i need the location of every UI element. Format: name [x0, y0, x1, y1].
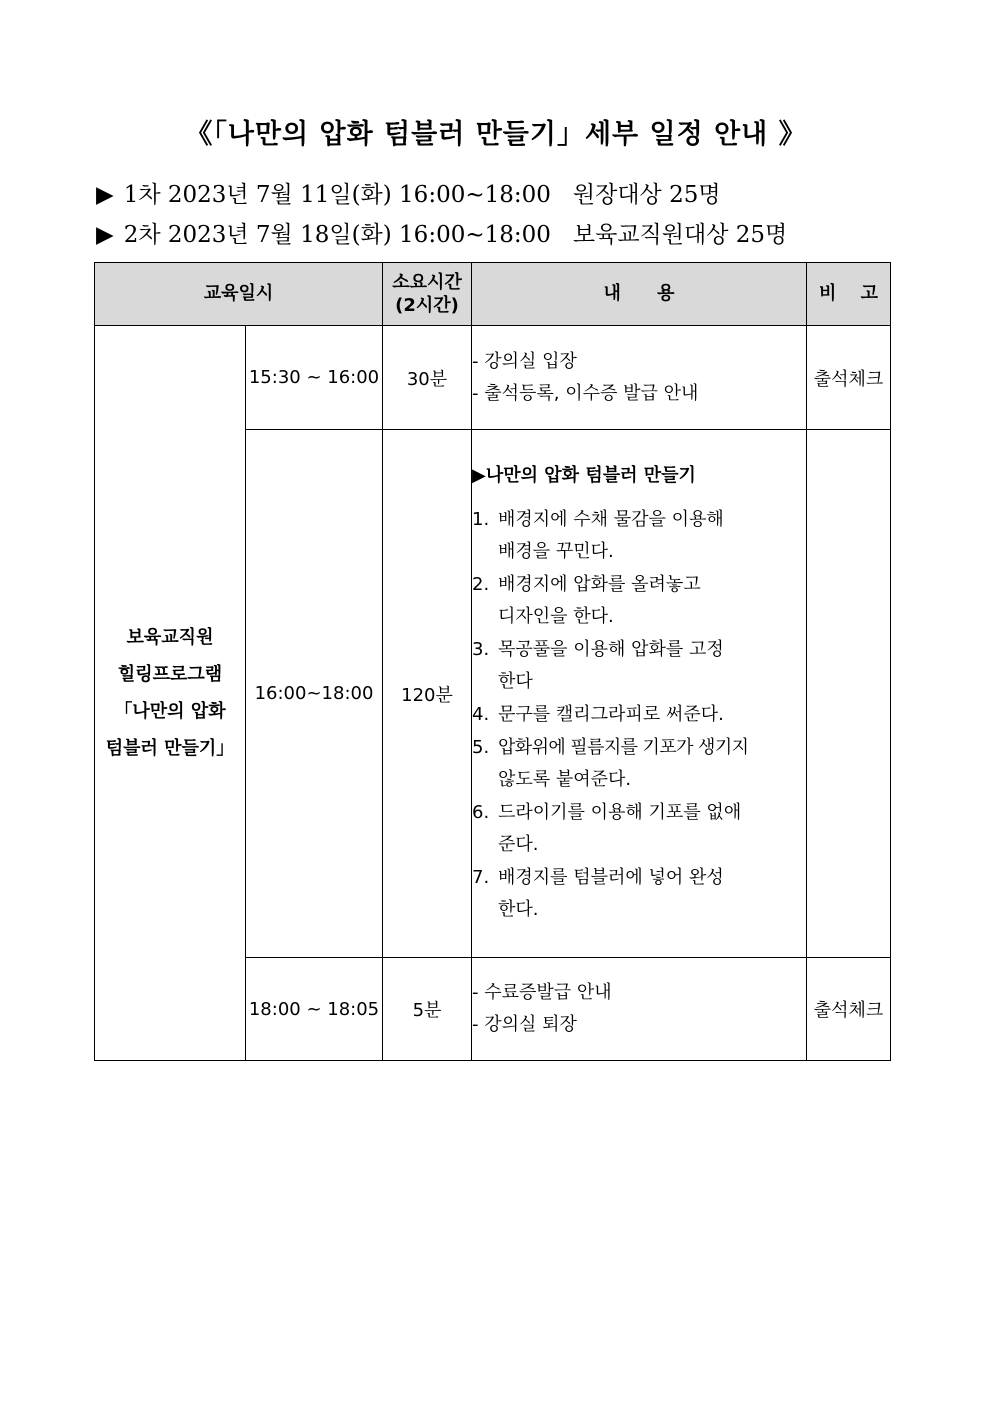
step-text: 배경지에 수채 물감을 이용해 [498, 509, 724, 530]
group-line: 힐링프로그램 [117, 664, 223, 685]
row-note [807, 430, 891, 958]
row-duration: 120분 [383, 430, 472, 958]
session-2-schedule: 2차 2023년 7월 18일(화) 16:00∼18:00 [123, 222, 551, 248]
row-note: 출석체크 [807, 958, 891, 1061]
row-duration: 30분 [383, 326, 472, 430]
step-number: 3. [472, 639, 490, 660]
page-title: 《「나만의 압화 텀블러 만들기」세부 일정 안내 》 [185, 119, 807, 150]
header-datetime: 교육일시 [95, 263, 383, 326]
session-2-target: 보육교직원대상 25명 [572, 222, 788, 248]
step-text: 문구를 캘리그라피로 써준다. [498, 704, 724, 725]
step-text-cont: 배경을 꾸민다. [498, 541, 614, 562]
schedule-table [94, 262, 891, 1061]
arrow-icon: ▶ [96, 222, 114, 248]
step-item [472, 862, 806, 926]
step-text: 배경지에 압화를 올려놓고 [498, 574, 701, 595]
row-content [472, 958, 807, 1061]
activity-title: ▶나만의 압화 텀블러 만들기 [472, 465, 696, 486]
step-text-cont: 디자인을 한다. [498, 606, 614, 627]
session-1 [96, 176, 721, 209]
content-item: - 출석등록, 이수증 발급 안내 [472, 382, 699, 404]
session-1-schedule: 1차 2023년 7월 11일(화) 16:00∼18:00 [123, 182, 551, 208]
row-content [472, 430, 807, 958]
step-number: 2. [472, 574, 490, 595]
group-line: 보육교직원 [126, 627, 214, 648]
step-text-cont: 않도록 붙여준다. [498, 769, 632, 790]
step-text-cont: 한다. [498, 899, 539, 920]
step-number: 6. [472, 802, 490, 823]
step-number: 4. [472, 704, 490, 725]
program-group-cell [95, 326, 246, 1061]
group-line: 텀블러 만들기」 [105, 738, 235, 759]
row-duration: 5분 [383, 958, 472, 1061]
table-header-row [95, 263, 891, 326]
row-time: 18:00 ~ 18:05 [246, 958, 383, 1061]
step-item [472, 504, 806, 568]
content-item: - 강의실 퇴장 [472, 1014, 577, 1035]
content-item: - 수료증발급 안내 [472, 982, 612, 1003]
step-item [472, 732, 806, 796]
session-2 [96, 216, 787, 249]
header-duration-label: 소요시간 [392, 271, 462, 293]
row-time: 16:00~18:00 [246, 430, 383, 958]
step-item [472, 569, 806, 633]
group-line: 「나만의 압화 [114, 701, 226, 722]
arrow-icon: ▶ [96, 182, 114, 208]
header-duration-total: (2시간) [395, 295, 459, 316]
step-text: 압화위에 필름지를 기포가 생기지 [498, 737, 749, 758]
step-text-cont: 준다. [498, 834, 539, 855]
step-text: 드라이기를 이용해 기포를 없애 [498, 802, 742, 823]
step-number: 5. [472, 737, 490, 758]
step-number: 1. [472, 509, 490, 530]
header-duration [383, 263, 472, 326]
step-item [472, 634, 806, 698]
step-text-cont: 한다 [498, 671, 533, 692]
step-item [472, 797, 806, 861]
row-content [472, 326, 807, 430]
step-text: 배경지를 텀블러에 넣어 완성 [498, 867, 724, 888]
step-number: 7. [472, 867, 490, 888]
step-text: 목공풀을 이용해 압화를 고정 [498, 639, 724, 660]
row-note: 출석체크 [807, 326, 891, 430]
header-content: 내 용 [472, 263, 807, 326]
step-item [472, 699, 806, 731]
session-1-target: 원장대상 25명 [572, 182, 721, 208]
header-note: 비 고 [807, 263, 891, 326]
table-row [95, 326, 891, 430]
row-time: 15:30 ~ 16:00 [246, 326, 383, 430]
content-item: - 강의실 입장 [472, 350, 577, 372]
